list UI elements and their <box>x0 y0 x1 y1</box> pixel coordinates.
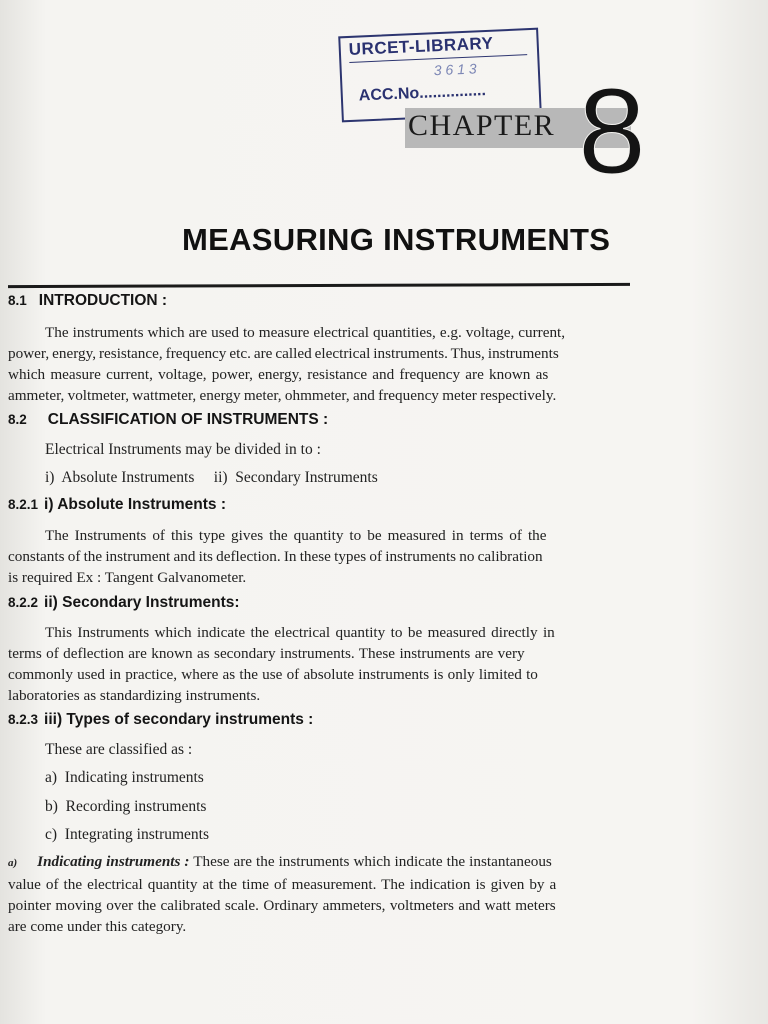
term-indicating-instruments: Indicating instruments : <box>37 853 190 870</box>
paragraph-indicating-instruments: a) Indicating instruments : These are the instruments which indicate the instantaneous value of the electrical quantity at the time of measurement. The indication is given by a pointer moving over the calibrated scale. Ordinary ammeters, voltmeters and watt meters are come under this category. <box>8 853 557 935</box>
list-item-indicating: a) Indicating instruments <box>45 769 204 786</box>
types-intro: These are classified as : <box>45 741 193 758</box>
heading-secondary-instruments: 8.2.2 ii) Secondary Instruments: <box>8 594 240 611</box>
item-marker: a) <box>8 857 18 869</box>
chapter-label: CHAPTER <box>408 109 556 142</box>
heading-absolute-instruments: 8.2.1 i) Absolute Instruments : <box>8 496 227 513</box>
paragraph-secondary-instruments: This Instruments which indicate the electrical quantity to be measured directly in terms of deflection are known as secondary instruments. These instruments are very commonly used in practice, where as the use of absolute instruments is only limited to laboratories as standardizing instruments. <box>8 624 555 704</box>
heading-types-secondary: 8.2.3 iii) Types of secondary instruments : <box>8 711 314 728</box>
classification-options: i) Absolute Instruments ii) Secondary Instruments <box>45 469 378 486</box>
stamp-handwritten-number: 3 6 1 3 <box>433 60 477 79</box>
stamp-library-name: URCET-LIBRARY <box>348 34 493 60</box>
paragraph-absolute-instruments: The Instruments of this type gives the quantity to be measured in terms of the constants of the instrument and its deflection. In these types of instruments no calibration is required Ex : Tangent Galvanometer. <box>8 527 547 586</box>
heading-classification: 8.2 CLASSIFICATION OF INSTRUMENTS : <box>8 411 329 428</box>
chapter-number: 8 <box>578 63 646 199</box>
classification-intro: Electrical Instruments may be divided in to : <box>45 441 321 458</box>
heading-introduction: 8.1 INTRODUCTION : <box>8 292 168 309</box>
list-item-recording: b) Recording instruments <box>45 798 207 815</box>
paragraph-introduction: The instruments which are used to measure electrical quantities, e.g. voltage, current, power, energy, resistance, frequency etc. are called electrical instruments. Thus, instruments which measure current, voltage, power, energy, resistance and frequency are known as ammeter, voltmeter, wattmeter, energy meter, ohmmeter, and frequency meter respectively. <box>8 324 566 404</box>
list-item-integrating: c) Integrating instruments <box>45 826 209 843</box>
page-title: MEASURING INSTRUMENTS <box>182 222 611 257</box>
stamp-acc-no: ACC.No............... <box>358 82 487 105</box>
